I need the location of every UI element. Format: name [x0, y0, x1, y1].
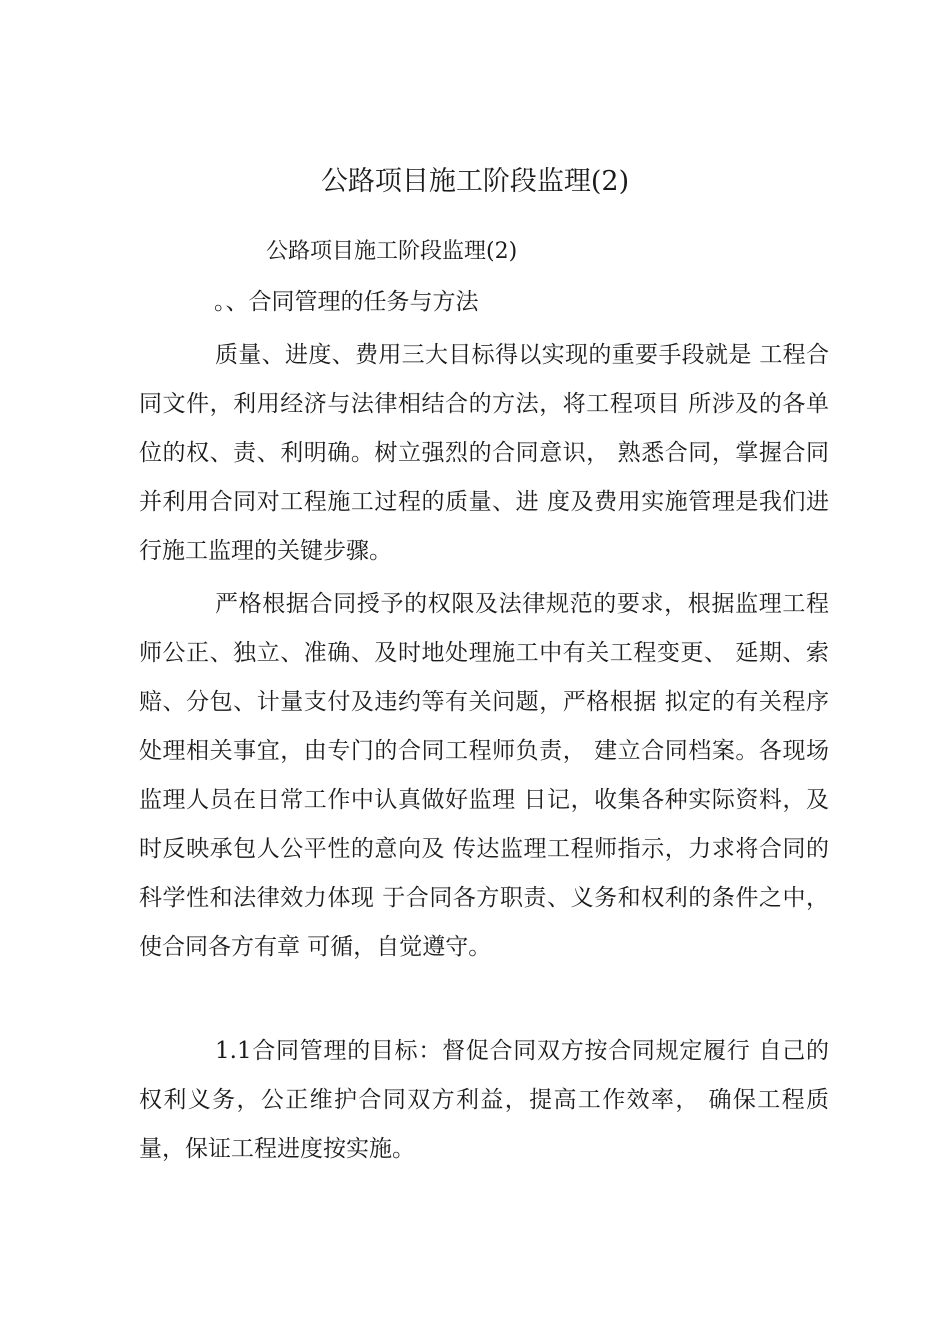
paragraph-1	[139, 331, 829, 576]
document-title: 公路项目施工阶段监理(2)	[320, 166, 630, 197]
paragraph-text: 严格根据合同授予的权限及法律规范的要求，根据监理工程师公正、独立、准确、及时地处理施工中有关工程变更、 延期、索赔、分包、计量支付及违约等有关问题，严格根据 拟定的有关程序处理相关事宜，由专门的合同工程师负责， 建立合同档案。各现场监理人员在日常工作中认真做好监理 日记，收集各种实际资料，及时反映承包人公平性的意向及 传达监理工程师指示，力求将合同的科学性和法律效力体现 于合同各方职责、义务和权利的条件之中，使合同各方有章 可循，自觉遵守。	[139, 591, 829, 960]
paragraph-text: 质量、进度、费用三大目标得以实现的重要手段就是 工程合同文件，利用经济与法律相结合的方法，将工程项目 所涉及的各单位的权、责、利明确。树立强烈的合同意识， 熟悉合同，掌握合同并利用合同对工程施工过程的质量、进 度及费用实施管理是我们进行施工监理的关键步骤。	[139, 342, 829, 564]
paragraph-text: 1.1合同管理的目标：督促合同双方按合同规定履行 自己的权利义务，公正维护合同双方利益，提高工作效率， 确保工程质量，保证工程进度按实施。	[139, 1038, 829, 1162]
document-subtitle: 公路项目施工阶段监理(2)	[266, 239, 518, 264]
paragraph-3	[139, 1027, 829, 1174]
paragraph-2	[139, 580, 829, 972]
section-heading: 。、合同管理的任务与方法	[214, 289, 479, 315]
